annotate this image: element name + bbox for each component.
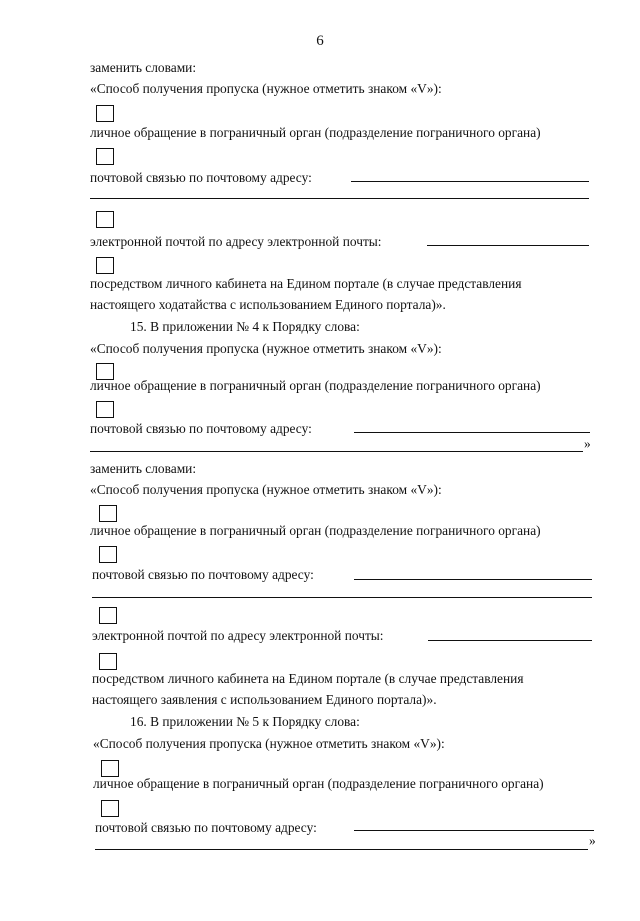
post-address-line <box>354 830 594 831</box>
option-portal-line2: настоящего ходатайства с использованием Единого портала)». <box>90 297 446 312</box>
option-personal: личное обращение в пограничный орган (подразделение пограничного органа) <box>90 125 541 140</box>
option-personal: личное обращение в пограничный орган (подразделение пограничного органа) <box>90 523 541 538</box>
checkbox-email[interactable] <box>96 211 114 228</box>
option-post: почтовой связью по почтовому адресу: <box>92 567 314 582</box>
option-email: электронной почтой по адресу электронной почты: <box>90 234 382 249</box>
post-address-line-2 <box>92 597 592 598</box>
checkbox-personal[interactable] <box>96 105 114 122</box>
closing-quote: » <box>584 436 591 451</box>
option-portal-line2: настоящего заявления с использованием Единого портала)». <box>92 692 437 707</box>
option-post: почтовой связью по почтовому адресу: <box>90 421 312 436</box>
post-address-line-2 <box>95 849 588 850</box>
checkbox-post[interactable] <box>96 401 114 418</box>
method-heading: «Способ получения пропуска (нужное отметить знаком «V»): <box>93 736 445 751</box>
method-heading: «Способ получения пропуска (нужное отметить знаком «V»): <box>90 341 442 356</box>
checkbox-email[interactable] <box>99 607 117 624</box>
checkbox-portal[interactable] <box>96 257 114 274</box>
checkbox-post[interactable] <box>99 546 117 563</box>
method-heading: «Способ получения пропуска (нужное отметить знаком «V»): <box>90 81 442 96</box>
option-email: электронной почтой по адресу электронной почты: <box>92 628 384 643</box>
option-personal: личное обращение в пограничный орган (подразделение пограничного органа) <box>90 378 541 393</box>
item-15: 15. В приложении № 4 к Порядку слова: <box>130 319 360 334</box>
checkbox-portal[interactable] <box>99 653 117 670</box>
post-address-line-2 <box>90 198 589 199</box>
option-portal-line1: посредством личного кабинета на Едином портале (в случае представления <box>92 671 524 686</box>
email-address-line <box>427 245 589 246</box>
checkbox-post[interactable] <box>101 800 119 817</box>
option-portal-line1: посредством личного кабинета на Едином портале (в случае представления <box>90 276 522 291</box>
checkbox-personal[interactable] <box>101 760 119 777</box>
option-post: почтовой связью по почтовому адресу: <box>90 170 312 185</box>
post-address-line <box>354 579 592 580</box>
method-heading: «Способ получения пропуска (нужное отметить знаком «V»): <box>90 482 442 497</box>
replace-with-label: заменить словами: <box>90 60 197 75</box>
post-address-line-2 <box>90 451 583 452</box>
email-address-line <box>428 640 592 641</box>
post-address-line <box>351 181 589 182</box>
post-address-line <box>354 432 590 433</box>
option-personal: личное обращение в пограничный орган (подразделение пограничного органа) <box>93 776 544 791</box>
checkbox-personal[interactable] <box>99 505 117 522</box>
replace-with-label: заменить словами: <box>90 461 197 476</box>
option-post: почтовой связью по почтовому адресу: <box>95 820 317 835</box>
closing-quote: » <box>589 833 596 848</box>
page-number: 6 <box>316 33 324 49</box>
item-16: 16. В приложении № 5 к Порядку слова: <box>130 714 360 729</box>
checkbox-post[interactable] <box>96 148 114 165</box>
